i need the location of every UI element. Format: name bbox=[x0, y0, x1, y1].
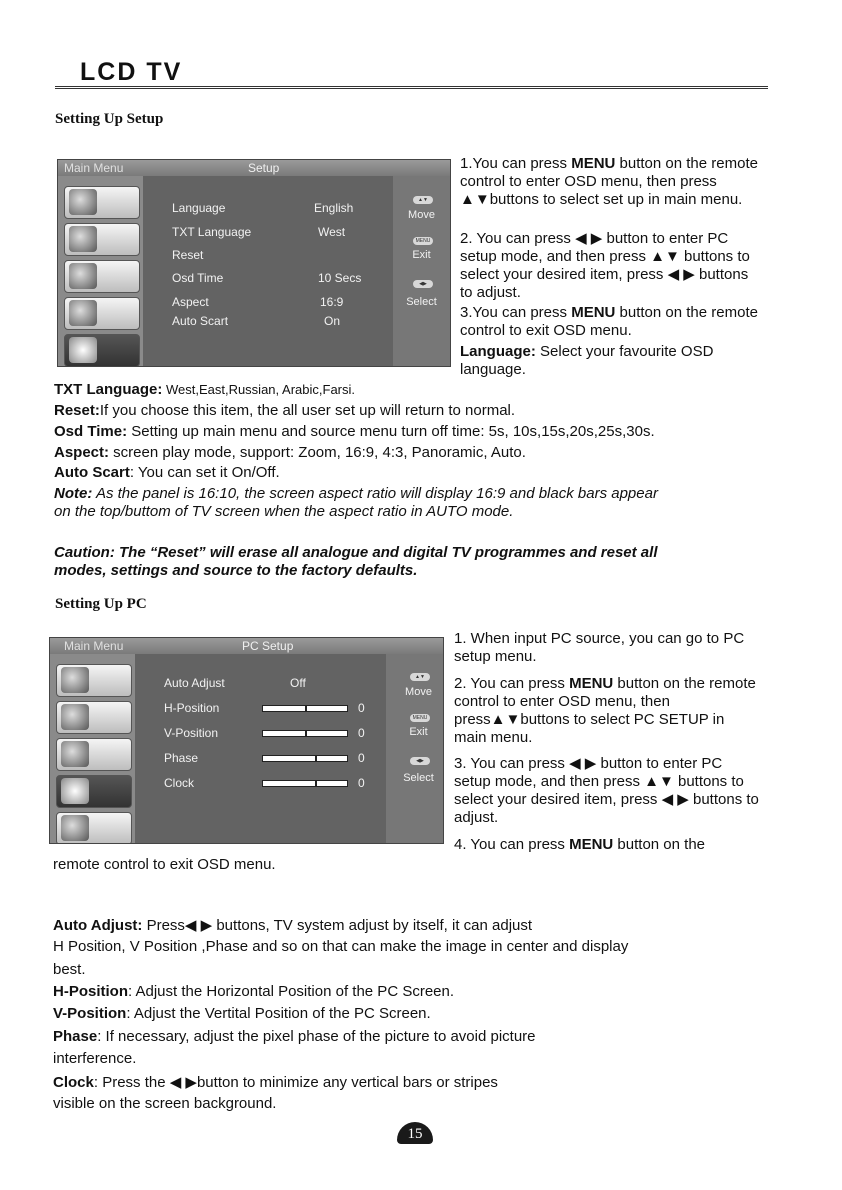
clock-line-2: visible on the screen background. bbox=[53, 1095, 277, 1112]
osd-row-value: Off bbox=[290, 676, 306, 690]
osd-row-value: West bbox=[318, 225, 346, 239]
channel-menu-icon bbox=[64, 260, 140, 293]
section-title-setup: Setting Up Setup bbox=[55, 111, 164, 127]
clock-slider bbox=[262, 780, 348, 787]
page-header-title: LCD TV bbox=[80, 58, 183, 86]
h-position-description: H-Position: Adjust the Horizontal Position of the PC Screen. bbox=[53, 983, 455, 1000]
osd-main-menu-label: Main Menu bbox=[64, 639, 124, 653]
slider-knob bbox=[315, 780, 317, 787]
pc-instruction-4: 4. You can press MENU button on the bbox=[454, 836, 706, 853]
left-right-key-icon: ◀▶ bbox=[410, 757, 430, 765]
move-label: Move bbox=[408, 209, 435, 221]
page-number: 15 bbox=[397, 1122, 433, 1144]
osd-row-value: 0 bbox=[358, 726, 365, 740]
time-menu-icon bbox=[64, 297, 140, 330]
channel-menu-icon bbox=[56, 738, 132, 771]
sound-menu-icon bbox=[56, 701, 132, 734]
osd-time-description: Osd Time: Setting up main menu and source menu turn off time: 5s, 10s,15s,20s,25s,30s. bbox=[54, 423, 655, 440]
auto-adjust-description: Auto Adjust: Press◀ ▶ buttons, TV system adjust by itself, it can adjust bbox=[53, 917, 533, 934]
move-label: Move bbox=[405, 686, 432, 698]
setup-menu-icon bbox=[64, 334, 140, 367]
reset-description: Reset:If you choose this item, the all user set up will return to normal. bbox=[54, 402, 516, 419]
osd-row-label: Aspect bbox=[172, 295, 209, 309]
caution-line-2: modes, settings and source to the factory defaults. bbox=[54, 562, 418, 579]
clock-description: Clock: Press the ◀ ▶button to minimize any vertical bars or stripes bbox=[53, 1074, 498, 1091]
osd-row-label: Language bbox=[172, 201, 226, 215]
slider-knob bbox=[305, 705, 307, 712]
menu-key-icon: MENU bbox=[410, 714, 430, 722]
osd-row-value: 16:9 bbox=[320, 295, 344, 309]
exit-label: Exit bbox=[412, 249, 431, 261]
osd-row-label: V-Position bbox=[164, 726, 219, 740]
setup-instruction-3: 3.You can press MENU button on the remote control to exit OSD menu. bbox=[460, 304, 758, 339]
osd-menu-icons bbox=[50, 654, 135, 843]
osd-row-label: Reset bbox=[172, 248, 204, 262]
sound-menu-icon bbox=[64, 223, 140, 256]
auto-adjust-line-2: H Position, V Position ,Phase and so on that can make the image in center and display bbox=[53, 938, 629, 955]
pc-instruction-continuation: remote control to exit OSD menu. bbox=[53, 856, 276, 873]
osd-row-value: English bbox=[314, 201, 354, 215]
slider-knob bbox=[305, 730, 307, 737]
pc-setup-menu-icon bbox=[56, 775, 132, 808]
osd-row-value: On bbox=[324, 314, 341, 328]
osd-title: PC Setup bbox=[242, 639, 294, 653]
osd-row-value: 10 Secs bbox=[318, 271, 362, 285]
language-description: Language: Select your favourite OSD language. bbox=[460, 343, 714, 378]
picture-menu-icon bbox=[56, 664, 132, 697]
osd-row-label: Phase bbox=[164, 751, 199, 765]
pc-instruction-1: 1. When input PC source, you can go to PC setup menu. bbox=[454, 630, 745, 665]
setup-instruction-2: 2. You can press ◀ ▶ button to enter PC setup mode, and then press ▲▼ buttons to select your desired item, press ◀ ▶ buttons to adjust. bbox=[460, 230, 750, 301]
osd-row-value: 0 bbox=[358, 776, 365, 790]
note-line-1: Note: As the panel is 16:10, the screen aspect ratio will display 16:9 and black bars appear bbox=[54, 485, 658, 502]
osd-key-panel bbox=[386, 654, 443, 843]
up-down-key-icon: ▲▼ bbox=[410, 673, 430, 681]
osd-row-label: Auto Scart bbox=[172, 314, 229, 328]
osd-row-label: Clock bbox=[164, 776, 195, 790]
section-title-pc: Setting Up PC bbox=[55, 596, 147, 612]
auto-scart-description: Auto Scart: You can set it On/Off. bbox=[54, 464, 280, 481]
setup-osd-screenshot bbox=[57, 159, 451, 367]
exit-label: Exit bbox=[409, 726, 428, 738]
phase-slider bbox=[262, 755, 348, 762]
osd-row-label: TXT Language bbox=[172, 225, 252, 239]
left-right-key-icon: ◀▶ bbox=[413, 280, 433, 288]
select-label: Select bbox=[403, 772, 434, 784]
pc-osd-screenshot bbox=[49, 637, 444, 844]
v-position-description: V-Position: Adjust the Vertital Position of the PC Screen. bbox=[53, 1005, 431, 1022]
picture-menu-icon bbox=[64, 186, 140, 219]
phase-description: Phase: If necessary, adjust the pixel phase of the picture to avoid picture bbox=[53, 1028, 536, 1045]
osd-key-panel bbox=[393, 176, 450, 366]
phase-line-2: interference. bbox=[53, 1050, 137, 1067]
slider-knob bbox=[315, 755, 317, 762]
select-label: Select bbox=[406, 296, 437, 308]
aspect-description: Aspect: screen play mode, support: Zoom, 16:9, 4:3, Panoramic, Auto. bbox=[54, 444, 526, 461]
osd-row-value: 0 bbox=[358, 751, 365, 765]
setup-instruction-1: 1.You can press MENU button on the remote control to enter OSD menu, then press ▲▼buttons to select set up in main menu. bbox=[460, 155, 758, 208]
pc-instruction-3: 3. You can press ◀ ▶ button to enter PC setup mode, and then press ▲▼ buttons to select your desired item, press ◀ ▶ buttons to adjust. bbox=[454, 755, 759, 826]
auto-adjust-line-3: best. bbox=[53, 961, 86, 978]
note-line-2: on the top/buttom of TV screen when the aspect ratio in AUTO mode. bbox=[54, 503, 514, 520]
osd-row-label: H-Position bbox=[164, 701, 220, 715]
osd-title: Setup bbox=[248, 161, 280, 175]
h-position-slider bbox=[262, 705, 348, 712]
up-down-key-icon: ▲▼ bbox=[413, 196, 433, 204]
pc-instruction-2: 2. You can press MENU button on the remote control to enter OSD menu, then press▲▼buttons to select PC SETUP in main menu. bbox=[454, 675, 756, 746]
setup-menu-icon bbox=[56, 812, 132, 844]
caution-line-1: Caution: The “Reset” will erase all analogue and digital TV programmes and reset all bbox=[54, 544, 658, 561]
osd-main-menu-label: Main Menu bbox=[64, 161, 124, 175]
osd-row-label: Osd Time bbox=[172, 271, 224, 285]
header-rule bbox=[55, 86, 768, 89]
osd-row-label: Auto Adjust bbox=[164, 676, 225, 690]
menu-key-icon: MENU bbox=[413, 237, 433, 245]
osd-menu-icons bbox=[58, 176, 143, 366]
osd-row-value: 0 bbox=[358, 701, 365, 715]
txt-language-description: TXT Language: West,East,Russian, Arabic,Farsi. bbox=[54, 381, 356, 398]
v-position-slider bbox=[262, 730, 348, 737]
